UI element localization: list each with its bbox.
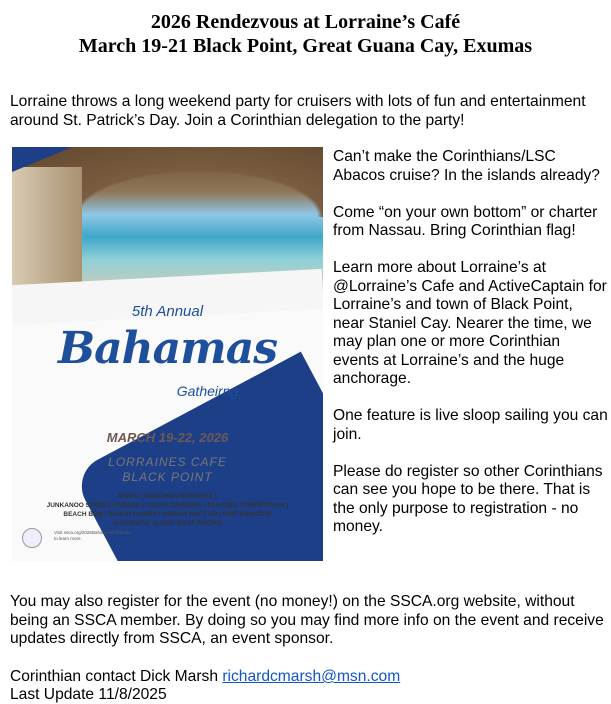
poster-annual: 5th Annual [131,303,204,320]
poster-name: Bahamas [57,323,278,374]
title-line-1: 2026 Rendezvous at Lorraine’s Café [150,11,461,33]
venue-line: BLACK POINT [122,470,213,484]
poster-visit-text [54,530,131,542]
contact-email-link[interactable]: richardcmarsh@msn.com [222,668,401,685]
intro-paragraph: Lorraine throws a long weekend party for cruisers with lots of fun and entertainment around St. Patrick’s Day. Join a Corinthian delegation to the party! [10,93,586,129]
activity-line: AUTHENTIC SLOOP BOAT RACING [112,520,223,527]
paragraph: Please do register so other Corinthians can see you hope to be there. That is the only purpose to registration - no money. [333,462,603,535]
visit-line: to learn more. [54,536,82,541]
activity-line: MUSIC | DANCING | KARAOKE | [118,493,217,500]
contact-block [10,668,400,704]
page-title [0,10,611,58]
event-poster-image [12,147,323,561]
paragraph: Learn more about Lorraine’s at @Lorraine’s Cafe and ActiveCaptain for Lorraine’s and town of Black Point, near Staniel Cay. Nearer the time, we may plan one or more Corinthian events at Lorraine’s and the huge anchorage. [333,259,607,387]
activity-line: JUNKANOO STREET PARADE | YOUTH DANCERS | PLAITING COMPETITION | [46,502,289,509]
paragraph: Can’t make the Corinthians/LSC Abacos cruise? In the islands already? [333,148,600,184]
activity-line: BEACH BBQ | BEACH GAMES | DINGHY RAFT UP | FIRE DANCERS [63,511,272,518]
register-paragraph: You may also register for the event (no money!) on the SSCA.org website, without being an SSCA member. By doing so you may find more info on the event and receive updates directly from SSCA, an event sponsor. [10,593,604,647]
right-column [333,148,608,555]
poster-venue [12,455,323,485]
rock-left [12,167,82,297]
poster-subtitle: Gatheirng [176,383,239,399]
contact-label: Corinthian contact Dick Marsh [10,668,223,685]
paragraph: One feature is live sloop sailing you can join. [333,407,608,443]
venue-line: LORRAINES CAFE [108,455,227,469]
poster-activities [12,492,323,528]
blue-corner [12,147,72,172]
poster-dates: MARCH 19-22, 2026 [106,430,229,445]
paragraph: Come “on your own bottom” or charter from Nassau. Bring Corinthian flag! [333,203,598,239]
ssca-logo-icon [22,528,42,548]
last-update: Last Update 11/8/2025 [10,686,167,703]
visit-line: Visit ssca.org/2026BahamasGathering [54,530,131,535]
title-line-2: March 19-21 Black Point, Great Guana Cay, Exumas [78,35,533,57]
